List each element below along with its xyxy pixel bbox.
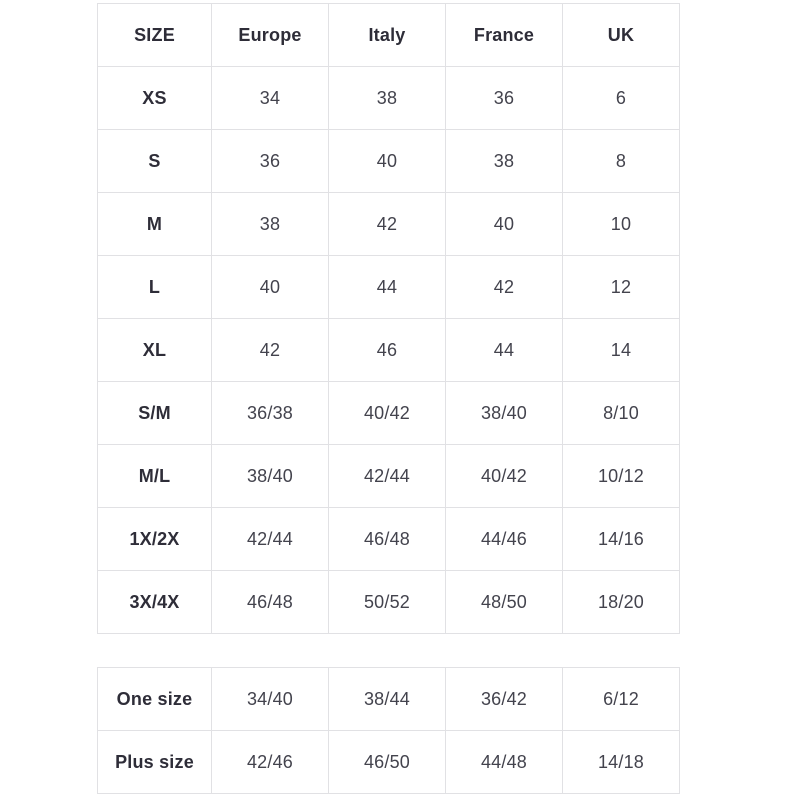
value-cell: 40/42: [329, 382, 446, 445]
table-row-sm: [98, 382, 680, 445]
value-cell: 40: [212, 256, 329, 319]
value-cell: 36: [446, 67, 563, 130]
value-cell: 14/16: [563, 508, 680, 571]
value-cell: 14: [563, 319, 680, 382]
header-cell-italy: Italy: [329, 4, 446, 67]
size-label: L: [98, 256, 212, 319]
value-cell: 38: [212, 193, 329, 256]
size-label: One size: [98, 668, 212, 731]
value-cell: 40: [446, 193, 563, 256]
value-cell: 42: [446, 256, 563, 319]
size-label: S: [98, 130, 212, 193]
table-row-s: [98, 130, 680, 193]
value-cell: 38: [446, 130, 563, 193]
value-cell: 42/44: [212, 508, 329, 571]
value-cell: 12: [563, 256, 680, 319]
size-label: XS: [98, 67, 212, 130]
special-sizes-table: [97, 667, 680, 794]
table-row-xl: [98, 319, 680, 382]
value-cell: 36/42: [446, 668, 563, 731]
table-row-m: [98, 193, 680, 256]
value-cell: 46: [329, 319, 446, 382]
header-cell-europe: Europe: [212, 4, 329, 67]
value-cell: 6/12: [563, 668, 680, 731]
value-cell: 42: [212, 319, 329, 382]
value-cell: 34: [212, 67, 329, 130]
value-cell: 44: [329, 256, 446, 319]
table-row-3x4x: [98, 571, 680, 634]
size-label: 1X/2X: [98, 508, 212, 571]
value-cell: 6: [563, 67, 680, 130]
value-cell: 44: [446, 319, 563, 382]
value-cell: 46/50: [329, 731, 446, 794]
value-cell: 38/44: [329, 668, 446, 731]
value-cell: 10: [563, 193, 680, 256]
value-cell: 40: [329, 130, 446, 193]
size-label: S/M: [98, 382, 212, 445]
header-cell-uk: UK: [563, 4, 680, 67]
value-cell: 36/38: [212, 382, 329, 445]
value-cell: 10/12: [563, 445, 680, 508]
value-cell: 38/40: [446, 382, 563, 445]
header-cell-france: France: [446, 4, 563, 67]
value-cell: 46/48: [212, 571, 329, 634]
value-cell: 50/52: [329, 571, 446, 634]
size-label: Plus size: [98, 731, 212, 794]
value-cell: 38: [329, 67, 446, 130]
value-cell: 18/20: [563, 571, 680, 634]
value-cell: 36: [212, 130, 329, 193]
value-cell: 44/46: [446, 508, 563, 571]
table-row-one-size: [98, 668, 680, 731]
value-cell: 8: [563, 130, 680, 193]
table-row-xs: [98, 67, 680, 130]
table-header-row: [98, 4, 680, 67]
table-row-l: [98, 256, 680, 319]
table-row-1x2x: [98, 508, 680, 571]
size-conversion-table: [97, 3, 680, 634]
value-cell: 8/10: [563, 382, 680, 445]
size-label: M/L: [98, 445, 212, 508]
value-cell: 46/48: [329, 508, 446, 571]
table-row-plus-size: [98, 731, 680, 794]
value-cell: 42: [329, 193, 446, 256]
value-cell: 48/50: [446, 571, 563, 634]
value-cell: 44/48: [446, 731, 563, 794]
value-cell: 40/42: [446, 445, 563, 508]
value-cell: 14/18: [563, 731, 680, 794]
header-cell-size: SIZE: [98, 4, 212, 67]
size-label: M: [98, 193, 212, 256]
value-cell: 42/44: [329, 445, 446, 508]
value-cell: 38/40: [212, 445, 329, 508]
size-label: XL: [98, 319, 212, 382]
value-cell: 34/40: [212, 668, 329, 731]
size-label: 3X/4X: [98, 571, 212, 634]
table-row-ml: [98, 445, 680, 508]
value-cell: 42/46: [212, 731, 329, 794]
